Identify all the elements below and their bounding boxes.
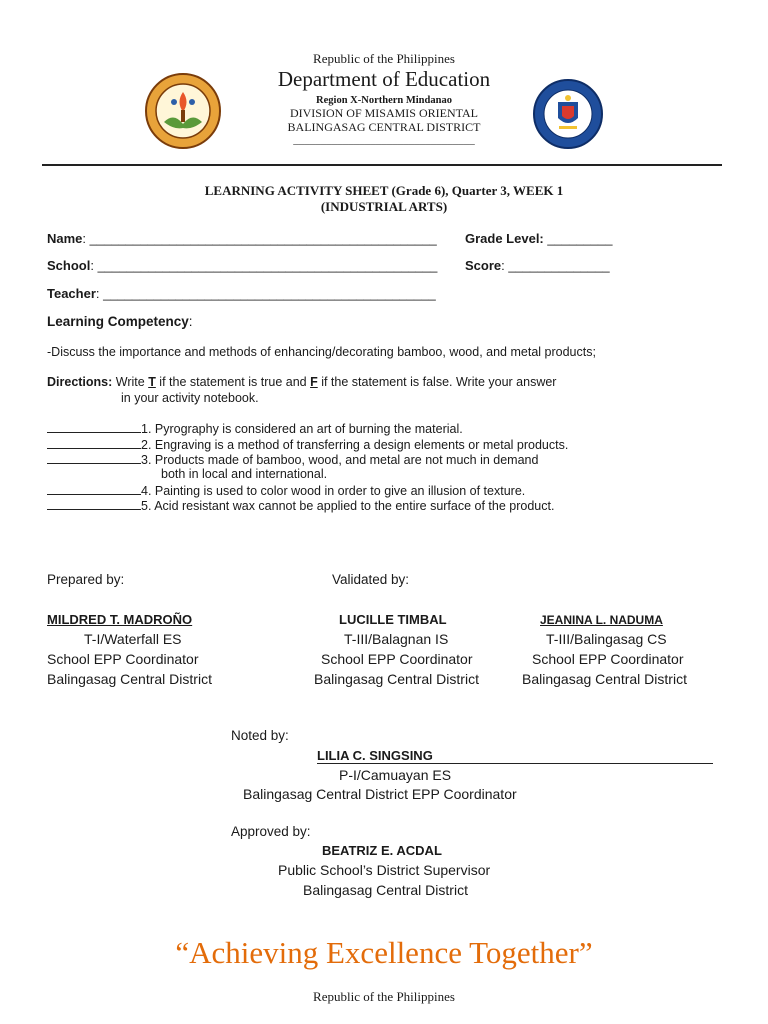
- answer-blank[interactable]: [47, 437, 141, 449]
- answer-blank[interactable]: [47, 452, 141, 464]
- quiz-item[interactable]: [47, 437, 568, 452]
- header-district: BALINGASAG CENTRAL DISTRICT: [287, 120, 481, 134]
- competency-heading: [47, 314, 193, 329]
- noted-name: LILIA C. SINGSING: [317, 748, 713, 764]
- validated1-role: School EPP Coordinator: [321, 651, 473, 667]
- quiz-item[interactable]: [47, 498, 554, 513]
- true-letter: T: [148, 375, 156, 389]
- grade-level-field[interactable]: [465, 231, 612, 246]
- teacher-label: Teacher: [47, 286, 96, 301]
- directions-part1: Write: [112, 375, 149, 389]
- approved-name: BEATRIZ E. ACDAL: [322, 843, 442, 858]
- grade-label: Grade Level:: [465, 231, 544, 246]
- validated1-position: T-III/Balagnan IS: [344, 631, 449, 647]
- name-line: : ________________________________________________: [82, 231, 437, 246]
- validated2-position: T-III/Balingasag CS: [546, 631, 667, 647]
- footer-republic: Republic of the Philippines: [313, 989, 455, 1004]
- score-line: : ______________: [501, 258, 610, 273]
- school-label: School: [47, 258, 91, 273]
- deped-seal-logo: [532, 78, 604, 155]
- validated-label: Validated by:: [332, 572, 410, 587]
- grade-line: _________: [543, 231, 613, 246]
- validated2-name: JEANINA L. NADUMA: [540, 613, 663, 627]
- school-line: : _______________________________________________: [90, 258, 438, 273]
- header-department: Department of Education: [277, 67, 491, 91]
- header-republic: Republic of the Philippines: [313, 51, 455, 66]
- school-field[interactable]: [47, 258, 437, 273]
- quiz-item[interactable]: [47, 452, 538, 467]
- directions-label: Directions:: [47, 375, 113, 389]
- item-text: 1. Pyrography is considered an art of burning the material.: [141, 422, 463, 436]
- directions-part2: if the statement is true and: [155, 375, 311, 389]
- quiz-item[interactable]: [47, 421, 463, 436]
- header-region: Region X-Northern Mindanao: [316, 95, 452, 106]
- prepared-label: Prepared by:: [47, 572, 125, 587]
- directions: [47, 375, 556, 389]
- prepared-district: Balingasag Central District: [47, 671, 212, 687]
- competency-colon: :: [188, 314, 193, 329]
- approved-district: Balingasag Central District: [303, 882, 468, 898]
- header-divider: [42, 164, 722, 166]
- directions-part3: if the statement is false. Write your answer: [317, 375, 557, 389]
- item-text: 4. Painting is used to color wood in order to give an illusion of texture.: [141, 484, 526, 498]
- approved-label: Approved by:: [231, 824, 311, 839]
- competency-text: -Discuss the importance and methods of enhancing/decorating bamboo, wood, and metal products;: [47, 345, 596, 359]
- validated1-district: Balingasag Central District: [314, 671, 479, 687]
- name-label: Name: [47, 231, 83, 246]
- validated2-role: School EPP Coordinator: [532, 651, 684, 667]
- validated2-district: Balingasag Central District: [522, 671, 687, 687]
- header-underline: _________________________________: [293, 134, 475, 146]
- sheet-subtitle: (INDUSTRIAL ARTS): [320, 199, 448, 214]
- header-division: DIVISION OF MISAMIS ORIENTAL: [289, 106, 479, 120]
- teacher-line: : ______________________________________________: [95, 286, 436, 301]
- score-label: Score: [465, 258, 502, 273]
- noted-position: P-I/Camuayan ES: [339, 767, 452, 783]
- motto: “Achieving Excellence Together”: [175, 935, 593, 970]
- item-text: 3. Products made of bamboo, wood, and metal are not much in demand: [141, 453, 539, 467]
- prepared-position: T-I/Waterfall ES: [84, 631, 182, 647]
- item-3-continuation: both in local and international.: [161, 467, 328, 481]
- quiz-item[interactable]: [47, 483, 525, 498]
- sheet-title: LEARNING ACTIVITY SHEET (Grade 6), Quarter 3, WEEK 1: [204, 183, 564, 198]
- noted-role: Balingasag Central District EPP Coordinator: [243, 786, 517, 802]
- validated1-name: LUCILLE TIMBAL: [339, 612, 447, 627]
- prepared-name: MILDRED T. MADROÑO: [47, 612, 193, 627]
- false-letter: F: [310, 375, 318, 389]
- approved-position: Public School’s District Supervisor: [278, 862, 491, 878]
- prepared-role: School EPP Coordinator: [47, 651, 199, 667]
- district-seal-logo: [144, 72, 222, 155]
- answer-blank[interactable]: [47, 498, 141, 510]
- score-field[interactable]: [465, 258, 610, 273]
- item-text: 2. Engraving is a method of transferring a design elements or metal products.: [141, 438, 569, 452]
- teacher-field[interactable]: [47, 286, 436, 301]
- name-field[interactable]: [47, 231, 437, 246]
- item-text: 5. Acid resistant wax cannot be applied to the entire surface of the product.: [141, 499, 555, 513]
- noted-label: Noted by:: [231, 728, 289, 743]
- answer-blank[interactable]: [47, 483, 141, 495]
- competency-label: Learning Competency: [47, 314, 189, 329]
- answer-blank[interactable]: [47, 421, 141, 433]
- directions-line2: in your activity notebook.: [121, 391, 259, 405]
